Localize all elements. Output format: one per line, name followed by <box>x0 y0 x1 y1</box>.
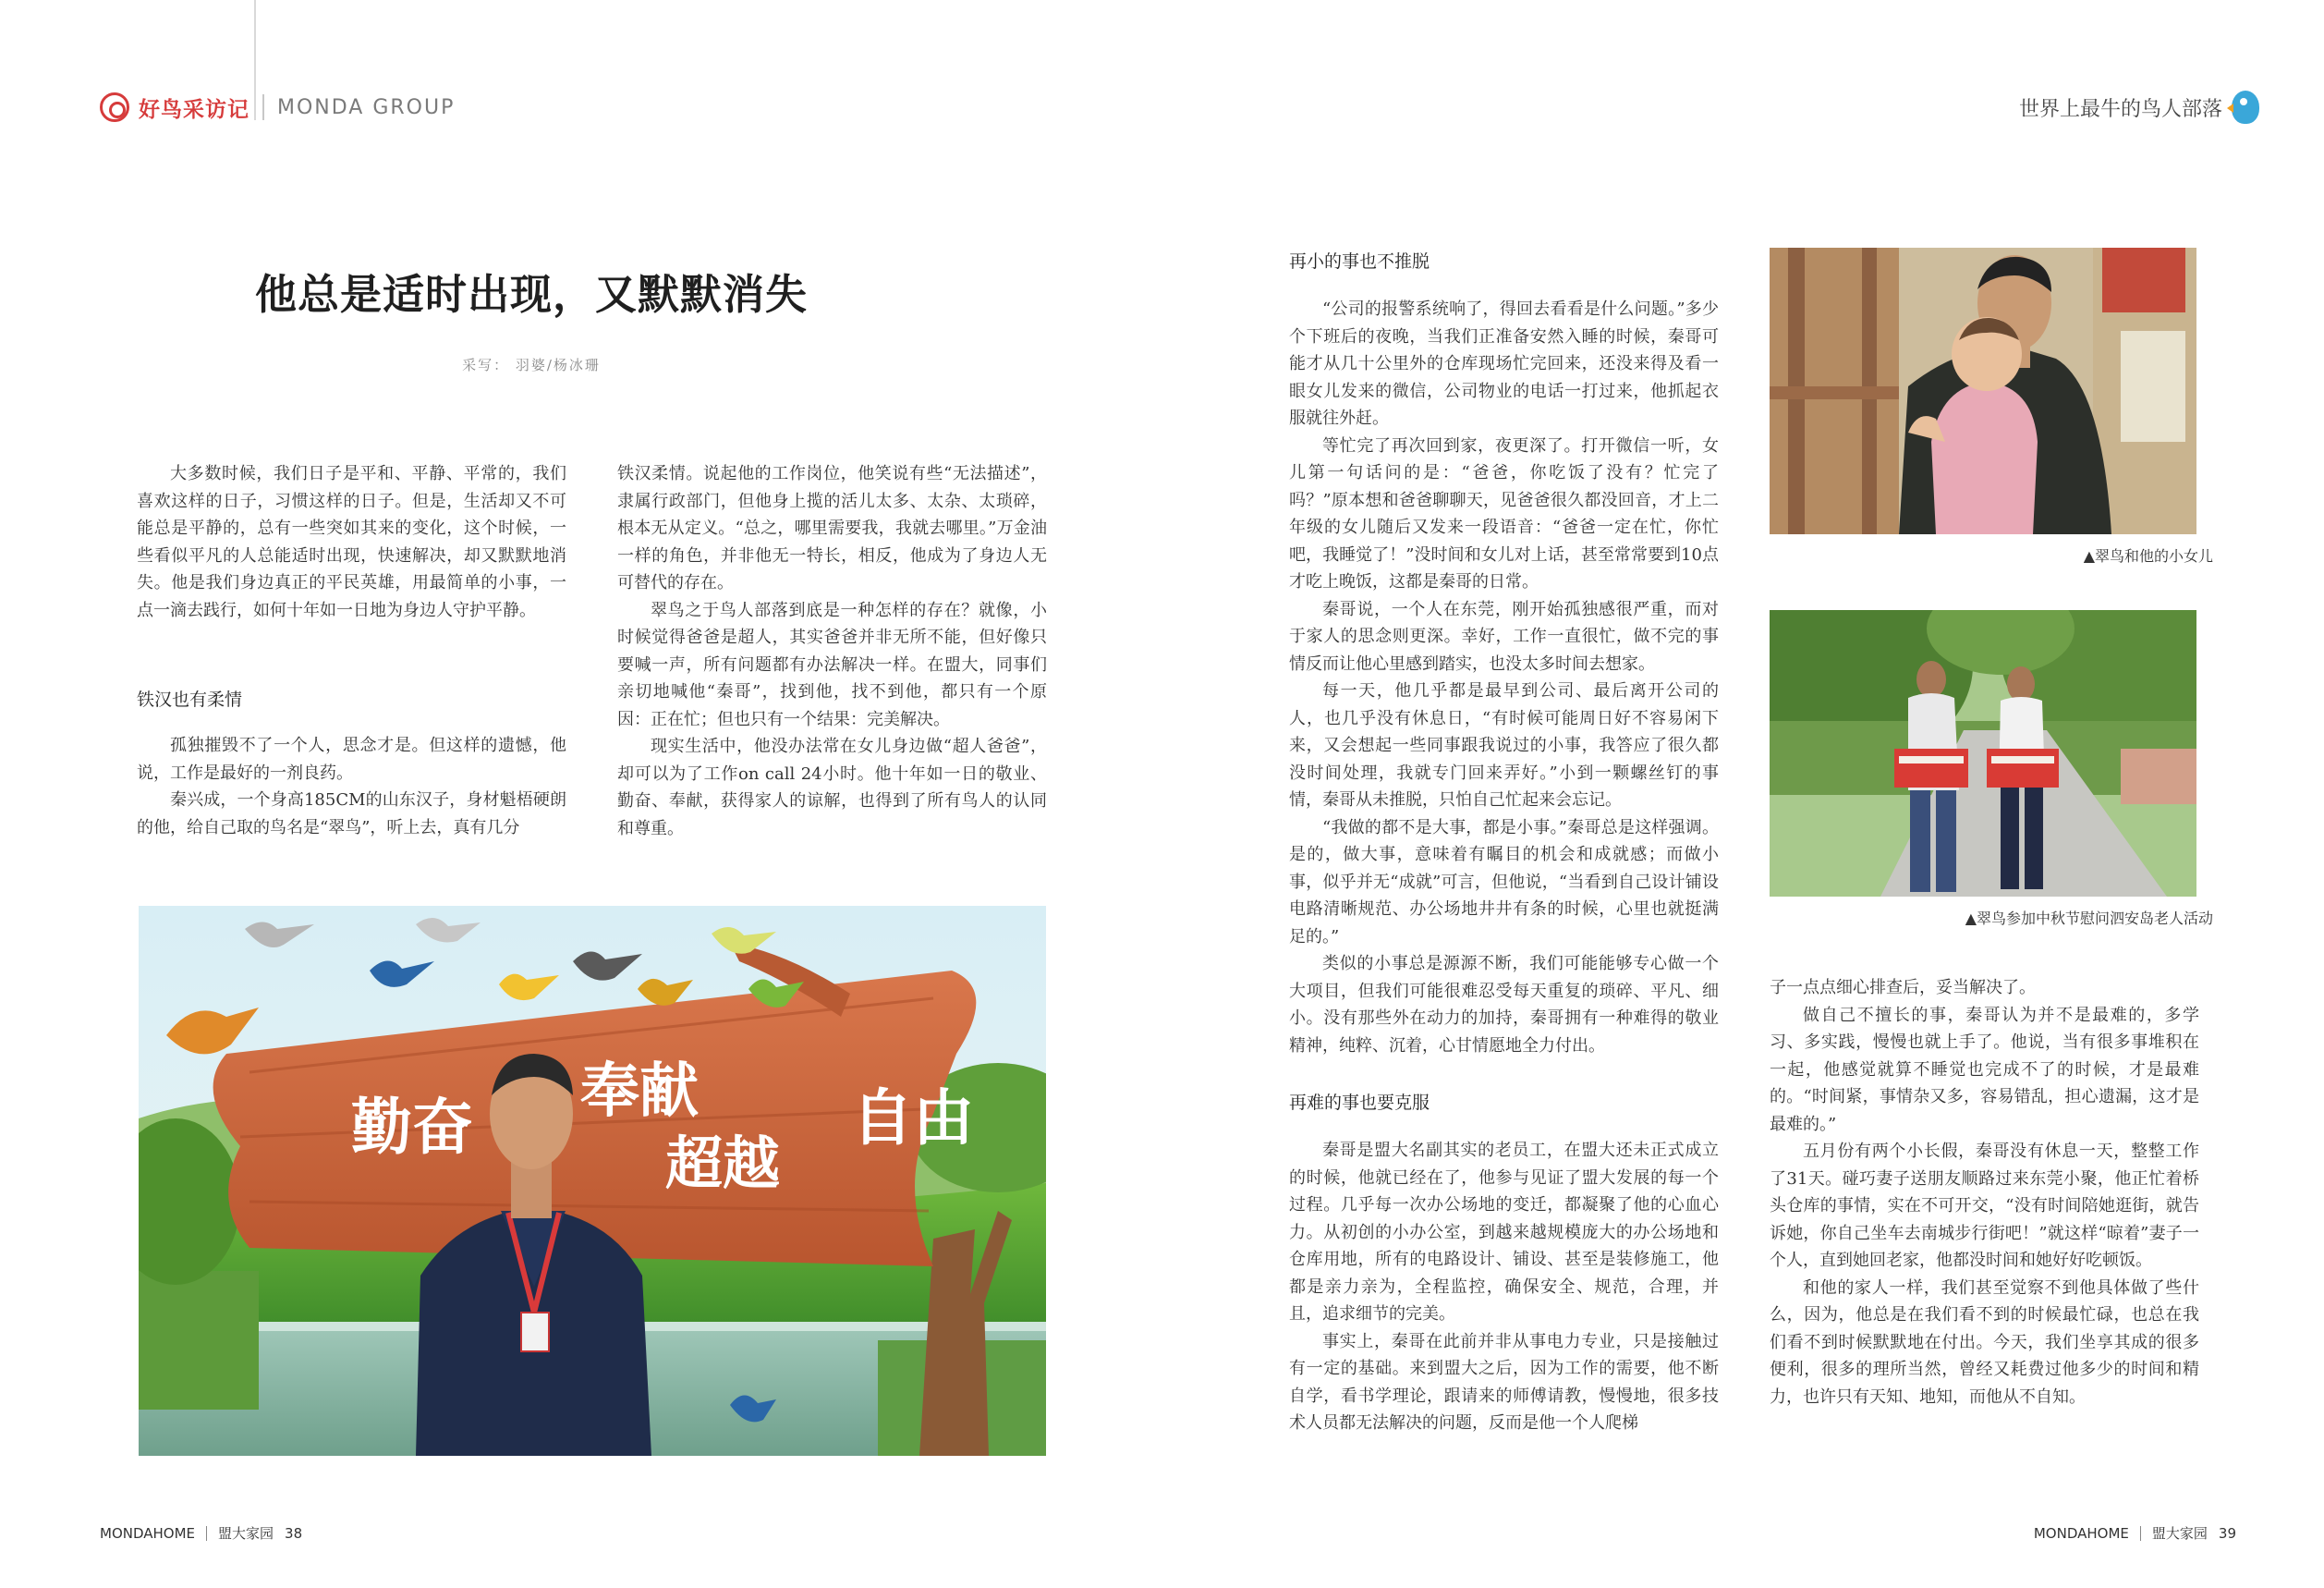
paragraph: 铁汉柔情。说起他的工作岗位，他笑说有些“无法描述”，隶属行政部门，但他身上揽的活儿太多、太杂、太琐碎，根本无从定义。“总之，哪里需要我，我就去哪里。”万金油一样的角色，并非他无一特长，相反，他成为了身边人无可替代的存在。 <box>617 464 1047 592</box>
text-column-3b <box>1289 1137 1719 1437</box>
sign-text-freedom: 自由 <box>852 1082 974 1154</box>
text-column-1 <box>137 460 566 624</box>
article-byline: 采写： 羽婆/杨冰珊 <box>462 357 601 373</box>
photo-father-daughter-image <box>1770 248 2196 534</box>
text-column-4 <box>1770 974 2199 1411</box>
footer-right <box>2034 1523 2236 1543</box>
section-name: 世界上最牛的鸟人部落 <box>2018 97 2222 121</box>
brand-name: 好鸟采访记 <box>139 97 249 122</box>
sign-text-surpass: 超越 <box>665 1130 781 1197</box>
paragraph: 做自己不擅长的事，秦哥认为并不是最难的，多学习、多实践，慢慢也就上手了。他说，当有很多事堆积在一起，他感觉就算不睡觉也完成不了的时候，才是最难的。“时间紧，事情杂又多，容易错乱，担心遗漏，这才是最难的。” <box>1770 1005 2199 1134</box>
monda-logo-icon <box>100 92 129 122</box>
paragraph: 现实生活中，他没办法常在女儿身边做“超人爸爸”，却可以为了工作on call 24小时。他十年如一日的敬业、勤奋、奉献，获得家人的谅解，也得到了所有鸟人的认同和尊重。 <box>617 737 1047 838</box>
article-title: 他总是适时出现，又默默消失 <box>254 270 808 319</box>
sign-text-dedication: 奉献 <box>580 1057 699 1126</box>
section-heading-small-things: 再小的事也不推脱 <box>1289 251 1430 272</box>
paragraph: 孤独摧毁不了一个人，思念才是。但这样的遗憾，他说，工作是最好的一剂良药。 <box>137 736 566 783</box>
text-column-1b <box>137 732 566 841</box>
section-header <box>2019 89 2259 126</box>
footer-separator <box>206 1526 207 1541</box>
footer-brand: MONDAHOME <box>2033 1524 2129 1542</box>
paragraph: 五月份有两个小长假，秦哥没有休息一天，整整工作了31天。碰巧妻子送朋友顺路过来东莞小聚，他正忙着桥头仓库的事情，实在不可开交，“没有时间陪她逛街，就告诉她，你自己坐车去南城步行街吧！”就这样“晾着”妻子一个人，直到她回老家，他都没时间和她好好吃顿饭。 <box>1770 1142 2199 1270</box>
footer-magazine: 盟大家园 <box>218 1525 274 1542</box>
footer-magazine: 盟大家园 <box>2151 1525 2208 1542</box>
brand-english: MONDA GROUP <box>277 95 456 119</box>
paragraph: 秦哥说，一个人在东莞，刚开始孤独感很严重，而对于家人的思念则更深。幸好，工作一直很忙，做不完的事情反而让他心里感到踏实，也没太多时间去想家。 <box>1289 599 1719 674</box>
paragraph: 类似的小事总是源源不断，我们可能能够专心做一个大项目，但我们可能很难忍受每天重复的琐碎、平凡、细小。没有那些外在动力的加持，秦哥拥有一种难得的敬业精神，纯粹、沉着，心甘情愿地全力付出。 <box>1289 954 1719 1056</box>
paragraph: 翠鸟之于鸟人部落到底是一种怎样的存在？就像，小时候觉得爸爸是超人，其实爸爸并非无所不能，但好像只要喊一声，所有问题都有办法解决一样。在盟大，同事们亲切地喊他“秦哥”，找到他，找不到他，都只有一个原因：正在忙；但也只有一个结果：完美解决。 <box>617 600 1047 729</box>
footer-left <box>100 1523 302 1543</box>
paragraph: 秦兴成，一个身高185CM的山东汉子，身材魁梧硬朗的他，给自己取的鸟名是“翠鸟”，听上去，真有几分 <box>137 790 566 837</box>
footer-brand: MONDAHOME <box>100 1524 196 1542</box>
sign-text-diligence: 勤奋 <box>351 1092 473 1163</box>
paragraph: 秦哥是盟大名副其实的老员工，在盟大还未正式成立的时候，他就已经在了，他参与见证了盟大发展的每一个过程。几乎每一次办公场地的变迁，都凝聚了他的心血心力。从初创的小办公室，到越来越规模庞大的办公场地和仓库用地，所有的电路设计、铺设、甚至是装修施工，他都是亲力亲为，全程监控，确保安全、规范，合理，并且，追求细节的完美。 <box>1289 1141 1719 1324</box>
caption-father-daughter: ▲翠鸟和他的小女儿 <box>2083 547 2213 565</box>
section-heading-tough-guy: 铁汉也有柔情 <box>137 690 243 710</box>
paragraph: 事实上，秦哥在此前并非从事电力专业，只是接触过有一定的基础。来到盟大之后，因为工作的需要，他不断自学，看书学理论，跟请来的师傅请教，慢慢地，很多技术人员都无法解决的问题，反而是他一个人爬梯 <box>1289 1331 1719 1433</box>
brand-separator <box>262 94 264 120</box>
paragraph: 大多数时候，我们日子是平和、平静、平常的，我们喜欢这样的日子，习惯这样的日子。但是，生活却又不可能总是平静的，总有一些突如其来的变化，这个时候，一些看似平凡的人总能适时出现，快速解决，却又默默地消失。他是我们身边真正的平民英雄，用最简单的小事，一点一滴去践行，如何十年如一日地为身边人守护平静。 <box>137 464 566 620</box>
blue-bird-icon <box>2232 91 2259 124</box>
paragraph: 每一天，他几乎都是最早到公司、最后离开公司的人，也几乎没有休息日，“有时候可能周日好不容易闲下来，又会想起一些同事跟我说过的小事，我答应了很久都没时间处理，我就专门回来弄好。”小到一颗螺丝钉的事情，秦哥从未推脱，只怕自己忙起来会忘记。 <box>1289 681 1719 810</box>
page-number-left: 38 <box>285 1524 303 1542</box>
caption-mid-autumn: ▲翠鸟参加中秋节慰问泗安岛老人活动 <box>1965 910 2213 927</box>
paragraph: “公司的报警系统响了，得回去看看是什么问题。”多少个下班后的夜晚，当我们正准备安然入睡的时候，秦哥可能才从几十公里外的仓库现场忙完回来，还没来得及看一眼女儿发来的微信，公司物业的电话一打过来，他抓起衣服就往外赶。 <box>1289 299 1719 428</box>
paragraph: 子一点点细心排查后，妥当解决了。 <box>1770 978 2036 997</box>
footer-separator <box>2140 1526 2141 1541</box>
photo-father-daughter <box>1770 248 2196 534</box>
paragraph: 和他的家人一样，我们甚至觉察不到他具体做了些什么，因为，他总是在我们看不到的时候最忙碌，也总在我们看不到时候默默地在付出。今天，我们坐享其成的很多便利，很多的理所当然，曾经又耗费过他多少的时间和精力，也许只有天知、地知，而他从不自知。 <box>1770 1277 2199 1407</box>
photo-mid-autumn-image <box>1770 610 2196 897</box>
text-column-3 <box>1289 296 1719 1059</box>
paragraph: 等忙完了再次回到家，夜更深了。打开微信一听，女儿第一句话问的是：“爸爸，你吃饭了没有？忙完了吗？”原本想和爸爸聊聊天，见爸爸很久都没回音，才上二年级的女儿随后又发来一段语音：“爸爸一定在忙，你忙吧，我睡觉了！”没时间和女儿对上话，甚至常常要到10点才吃上晚饭，这都是秦哥的日常。 <box>1289 435 1719 592</box>
brand-header <box>100 89 455 126</box>
page-number-right: 39 <box>2218 1524 2236 1542</box>
photo-mid-autumn <box>1770 610 2196 897</box>
paragraph: “我做的都不是大事，都是小事。”秦哥总是这样强调。是的，做大事，意味着有瞩目的机会和成就感；而做小事，似乎并无“成就”可言，但他说，“当看到自己设计铺设电路清晰规范、办公场地井井有条的时候，心里也就挺满足的。” <box>1289 817 1719 947</box>
main-photo <box>139 906 1046 1456</box>
section-heading-hard-things: 再难的事也要克服 <box>1289 1093 1430 1113</box>
text-column-2 <box>617 460 1047 842</box>
main-photo-image <box>139 906 1046 1456</box>
